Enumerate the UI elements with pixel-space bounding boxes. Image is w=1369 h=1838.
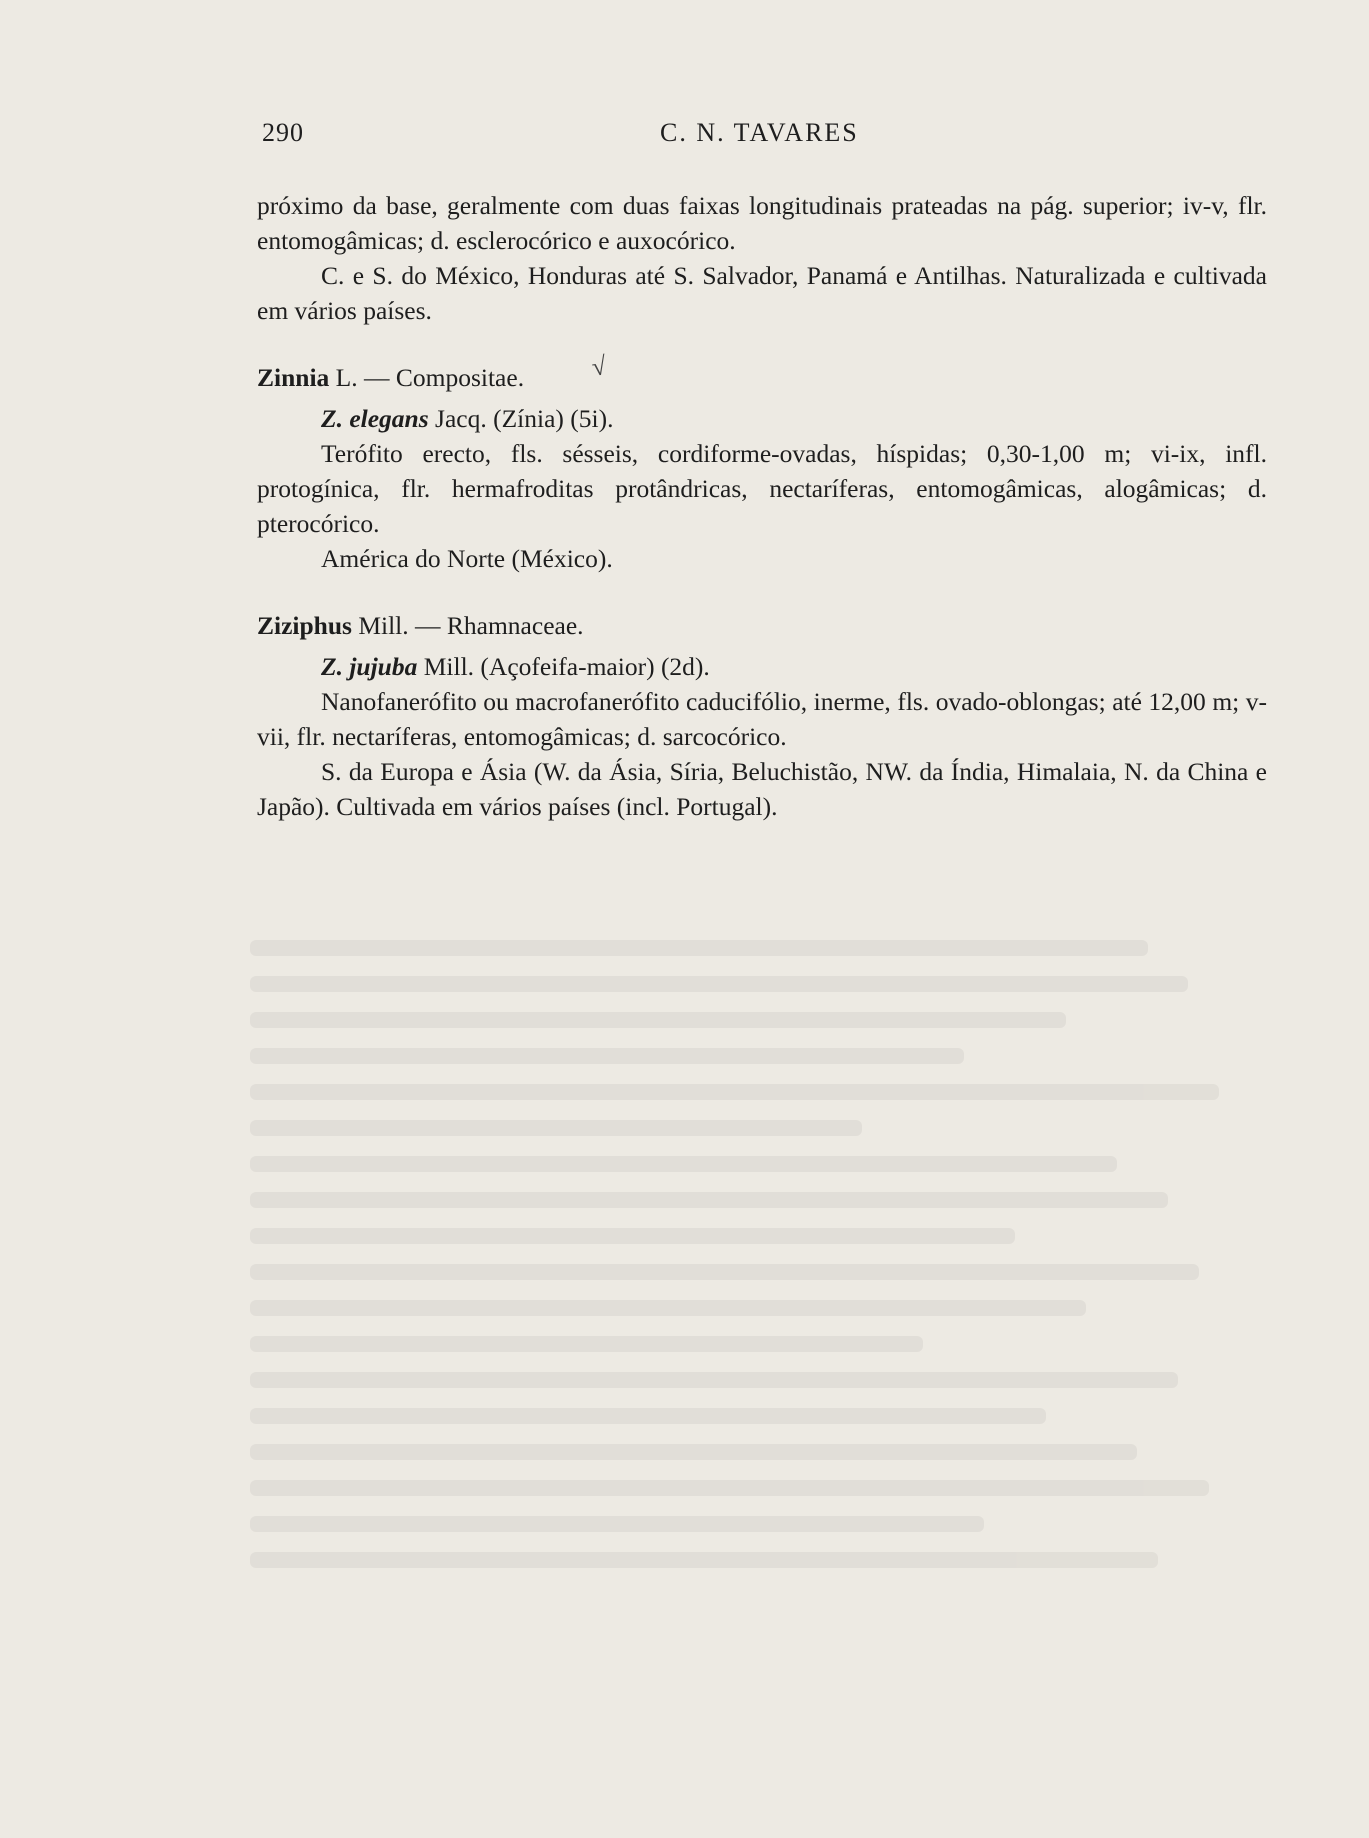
- species-name: Z. elegans: [321, 404, 429, 433]
- species-heading-ziziphus-jujuba: [257, 649, 1267, 684]
- genus-name: Zinnia: [257, 363, 330, 392]
- species-common: Mill. (Açofeifa-maior) (2d).: [417, 652, 710, 681]
- genus-family: L. — Compositae.: [329, 363, 525, 392]
- page-number: 290: [262, 118, 304, 147]
- handwritten-checkmark: √: [589, 351, 609, 382]
- genus-heading-ziziphus: [257, 608, 1267, 643]
- genus-heading-zinnia: [257, 360, 1267, 395]
- species-description: Terófito erecto, fls. sésseis, cordiforme-ovadas, híspidas; 0,30-1,00 m; vi-ix, infl. protogínica, flr. hermafroditas protândricas, nectaríferas, entomogâmicas, alogâmicas; d. pterocórico.: [257, 439, 1267, 538]
- show-through-from-reverse: [250, 940, 1270, 1640]
- species-distribution: S. da Europa e Ásia (W. da Ásia, Síria, Beluchistão, NW. da Índia, Himalaia, N. da China e Japão). Cultivada em vários países (incl. Portugal).: [257, 757, 1267, 821]
- running-head: [262, 118, 859, 148]
- species-distribution: América do Norte (México).: [321, 544, 613, 573]
- continued-paragraph: próximo da base, geralmente com duas faixas longitudinais prateadas na pág. superior; iv-v, flr. entomogâmicas; d. esclerocórico e auxocórico.: [257, 191, 1267, 255]
- distribution-line: C. e S. do México, Honduras até S. Salvador, Panamá e Antilhas. Naturalizada e cultivada em vários países.: [257, 261, 1267, 325]
- running-head-author: C. N. TAVARES: [660, 118, 859, 147]
- species-name: Z. jujuba: [321, 652, 418, 681]
- species-description: Nanofanerófito ou macrofanerófito caducifólio, inerme, fls. ovado-oblongas; até 12,00 m; v-vii, flr. nectaríferas, entomogâmicas; d. sarcocórico.: [257, 687, 1267, 751]
- species-heading-zinnia-elegans: [257, 401, 1267, 436]
- genus-family: Mill. — Rhamnaceae.: [351, 611, 584, 640]
- body-text: [257, 188, 1267, 824]
- genus-name: Ziziphus: [257, 611, 352, 640]
- species-common: Jacq. (Zínia) (5i).: [428, 404, 614, 433]
